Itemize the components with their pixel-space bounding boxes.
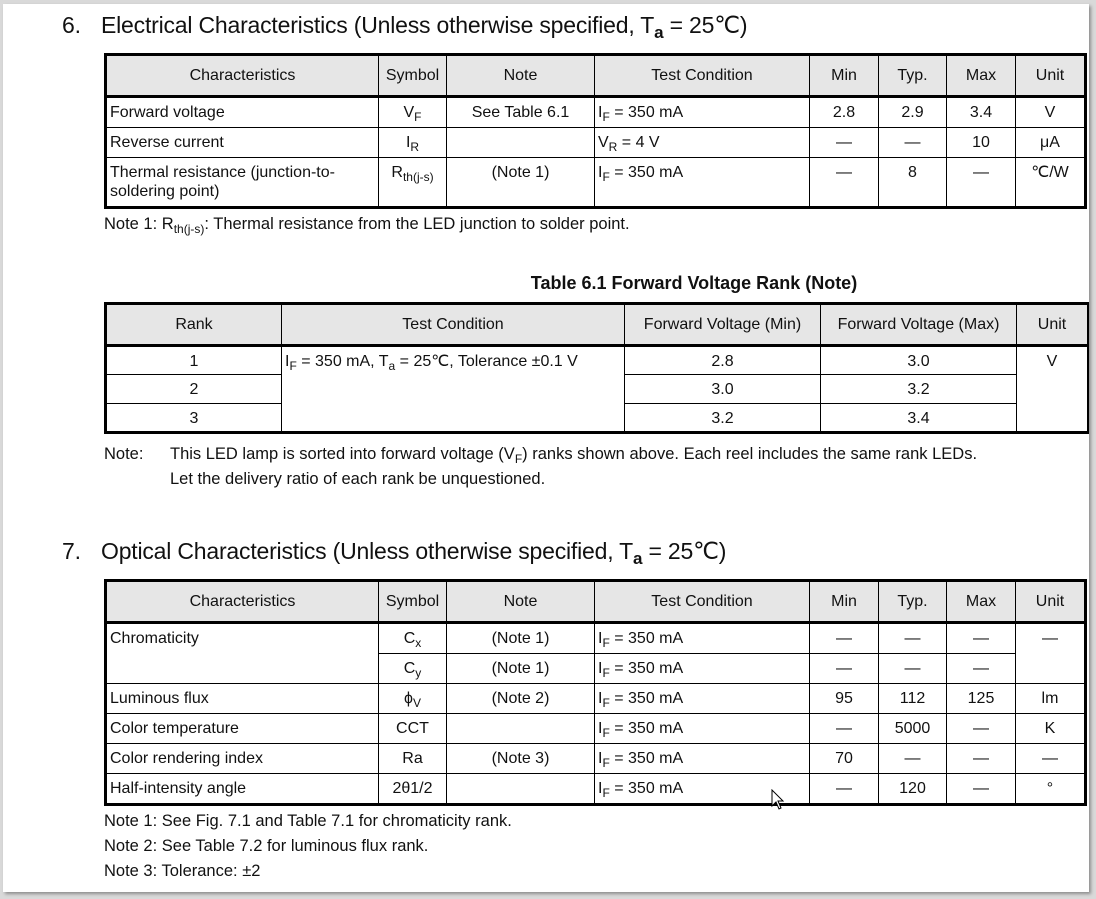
min-cell: —	[810, 714, 879, 744]
mouse-pointer-icon	[771, 789, 785, 811]
condition-cell: $I_F = 350$ mA	[595, 97, 810, 128]
min-cell: 3.0	[625, 375, 821, 404]
table-row	[106, 128, 1086, 158]
unit-cell: ℃/W	[1016, 158, 1086, 208]
column-header: Typ.	[879, 581, 947, 623]
column-header: Forward Voltage (Min)	[625, 304, 821, 346]
table-row	[106, 774, 1086, 805]
note-cell	[447, 774, 595, 805]
column-header: Min	[810, 55, 879, 97]
column-header: Characteristics	[106, 581, 379, 623]
symbol-cell: Ra	[379, 744, 447, 774]
column-header: Unit	[1016, 581, 1086, 623]
condition-cell: $I_F = 350$ mA	[595, 623, 810, 654]
note-cell: See Table 6.1	[447, 97, 595, 128]
max-cell: —	[947, 158, 1016, 208]
column-header: Min	[810, 581, 879, 623]
rank-note-label: Note:	[104, 445, 144, 463]
column-header: Rank	[106, 304, 282, 346]
rank-note-line-2: Let the delivery ratio of each rank be unquestioned.	[170, 470, 546, 488]
characteristic-cell: Color rendering index	[106, 744, 379, 774]
typ-cell: —	[879, 654, 947, 684]
column-header: Test Condition	[282, 304, 625, 346]
note-cell: (Note 3)	[447, 744, 595, 774]
typ-cell: 2.9	[879, 97, 947, 128]
table-header-row	[106, 581, 1086, 623]
column-header: Characteristics	[106, 55, 379, 97]
column-header: Test Condition	[595, 55, 810, 97]
electrical-characteristics-table	[104, 53, 1087, 209]
column-header: Max	[947, 55, 1016, 97]
typ-cell: —	[879, 744, 947, 774]
unit-cell: lm	[1016, 684, 1086, 714]
optical-note-1: Note 1: See Fig. 7.1 and Table 7.1 for chromaticity rank.	[104, 812, 512, 830]
condition-cell: $I_F = 350$ mA	[595, 684, 810, 714]
symbol-cell: $I_R$	[379, 128, 447, 158]
condition-cell: $I_F = 350$ mA	[595, 654, 810, 684]
table-row	[106, 684, 1086, 714]
table-row	[106, 623, 1086, 654]
max-cell: —	[947, 714, 1016, 744]
rank-cell: 2	[106, 375, 282, 404]
typ-cell: 112	[879, 684, 947, 714]
typ-cell: 120	[879, 774, 947, 805]
note-cell: (Note 2)	[447, 684, 595, 714]
min-cell: 2.8	[810, 97, 879, 128]
optical-note-2: Note 2: See Table 7.2 for luminous flux rank.	[104, 837, 429, 855]
characteristic-cell: Luminous flux	[106, 684, 379, 714]
condition-cell: $V_R = 4$ V	[595, 128, 810, 158]
characteristic-cell: Thermal resistance (junction-to-soldering point)	[106, 158, 379, 208]
symbol-cell: $\phi_V$	[379, 684, 447, 714]
symbol-cell: $V_F$	[379, 97, 447, 128]
typ-cell: —	[879, 128, 947, 158]
section-number: 6.	[62, 12, 81, 38]
section-7-heading: 7. Optical Characteristics (Unless otherwise specified, $T_a$ = 25℃)	[62, 538, 727, 568]
typ-cell: —	[879, 623, 947, 654]
column-header: Typ.	[879, 55, 947, 97]
min-cell: 70	[810, 744, 879, 774]
characteristic-cell: Color temperature	[106, 714, 379, 744]
characteristic-cell: Forward voltage	[106, 97, 379, 128]
column-header: Symbol	[379, 581, 447, 623]
column-header: Symbol	[379, 55, 447, 97]
symbol-cell: $C_x$	[379, 623, 447, 654]
unit-cell: K	[1016, 714, 1086, 744]
max-cell: —	[947, 744, 1016, 774]
note-cell: (Note 1)	[447, 654, 595, 684]
thermal-resistance-note: Note 1: $R_{th(j-s)}$: Thermal resistance from the LED junction to solder point.	[104, 215, 630, 236]
forward-voltage-rank-table	[104, 302, 1089, 434]
min-cell: 3.2	[625, 404, 821, 433]
max-cell: —	[947, 774, 1016, 805]
symbol-cell: $C_y$	[379, 654, 447, 684]
symbol-cell: CCT	[379, 714, 447, 744]
table-header-row	[106, 55, 1086, 97]
section-number: 7.	[62, 538, 81, 564]
table-row	[106, 346, 1089, 375]
max-cell: 3.2	[821, 375, 1017, 404]
max-cell: 3.4	[947, 97, 1016, 128]
column-header: Max	[947, 581, 1016, 623]
unit-cell: V	[1017, 346, 1089, 433]
condition-cell: $I_F = 350$ mA	[595, 774, 810, 805]
rank-note-line-1: This LED lamp is sorted into forward voltage $(V_F)$ ranks shown above. Each reel includes the same rank LEDs.	[170, 445, 978, 466]
condition-cell: $I_F = 350$ mA, $T_a$ = 25℃, Tolerance ±0.1 V	[282, 346, 625, 433]
table-header-row	[106, 304, 1089, 346]
min-cell: —	[810, 774, 879, 805]
max-cell: 125	[947, 684, 1016, 714]
note-cell	[447, 128, 595, 158]
typ-cell: 5000	[879, 714, 947, 744]
table-row	[106, 714, 1086, 744]
unit-cell: —	[1016, 623, 1086, 684]
unit-cell: V	[1016, 97, 1086, 128]
symbol-cell: 2θ1/2	[379, 774, 447, 805]
column-header: Forward Voltage (Max)	[821, 304, 1017, 346]
column-header: Unit	[1017, 304, 1089, 346]
note-cell: (Note 1)	[447, 623, 595, 654]
min-cell: —	[810, 158, 879, 208]
characteristic-cell: Half-intensity angle	[106, 774, 379, 805]
min-cell: 2.8	[625, 346, 821, 375]
characteristic-cell: Reverse current	[106, 128, 379, 158]
min-cell: —	[810, 623, 879, 654]
note-cell	[447, 714, 595, 744]
rank-cell: 3	[106, 404, 282, 433]
optical-note-3: Note 3: Tolerance: ±2	[104, 862, 261, 880]
max-cell: 3.0	[821, 346, 1017, 375]
table-row	[106, 97, 1086, 128]
column-header: Test Condition	[595, 581, 810, 623]
note-cell: (Note 1)	[447, 158, 595, 208]
min-cell: —	[810, 128, 879, 158]
max-cell: —	[947, 654, 1016, 684]
condition-cell: $I_F = 350$ mA	[595, 158, 810, 208]
column-header: Note	[447, 581, 595, 623]
table-row	[106, 158, 1086, 208]
table-6-1-caption: Table 6.1 Forward Voltage Rank (Note)	[530, 273, 858, 293]
symbol-cell: $R_{th(j-s)}$	[379, 158, 447, 208]
min-cell: —	[810, 654, 879, 684]
unit-cell: °	[1016, 774, 1086, 805]
max-cell: —	[947, 623, 1016, 654]
rank-cell: 1	[106, 346, 282, 375]
unit-cell: —	[1016, 744, 1086, 774]
characteristic-cell: Chromaticity	[106, 623, 379, 684]
max-cell: 10	[947, 128, 1016, 158]
section-6-heading: 6. Electrical Characteristics (Unless otherwise specified, $T_a$ = 25℃)	[62, 12, 748, 42]
min-cell: 95	[810, 684, 879, 714]
optical-characteristics-table	[104, 579, 1087, 806]
condition-cell: $I_F = 350$ mA	[595, 714, 810, 744]
unit-cell: μA	[1016, 128, 1086, 158]
column-header: Note	[447, 55, 595, 97]
column-header: Unit	[1016, 55, 1086, 97]
typ-cell: 8	[879, 158, 947, 208]
table-row	[106, 744, 1086, 774]
document-page	[3, 4, 1089, 892]
condition-cell: $I_F = 350$ mA	[595, 744, 810, 774]
max-cell: 3.4	[821, 404, 1017, 433]
